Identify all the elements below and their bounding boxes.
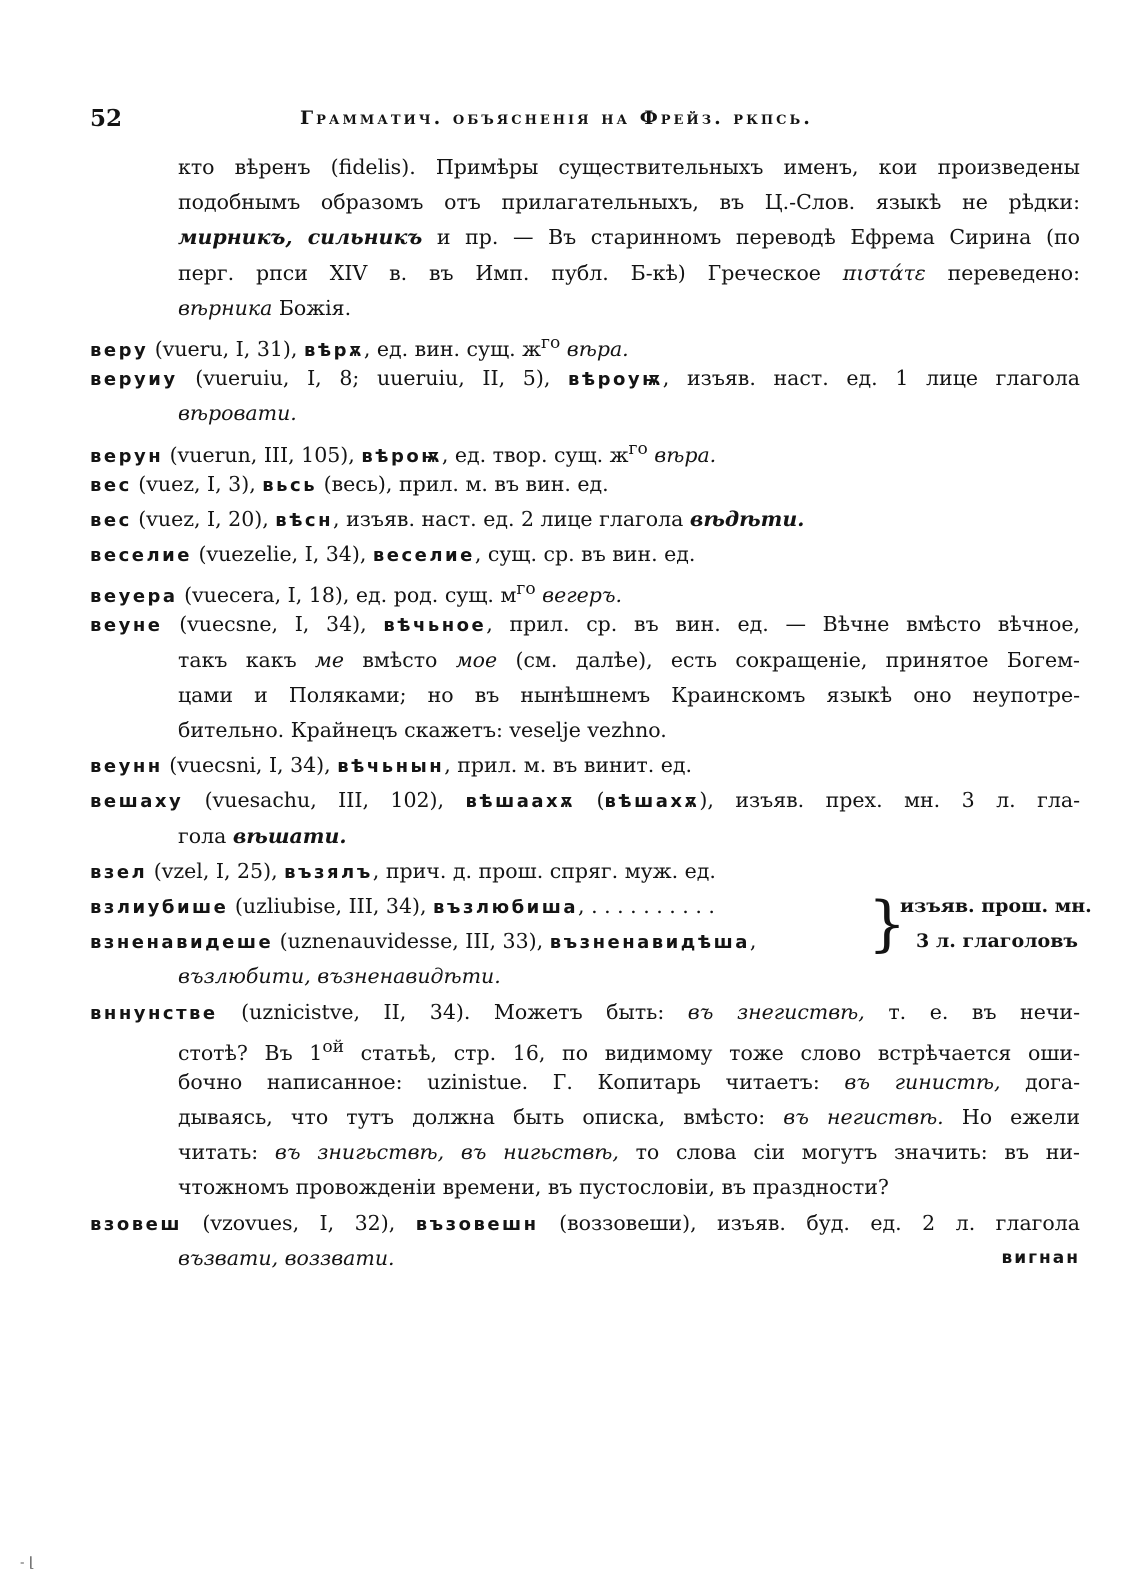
text: (vueru, I, 31),	[148, 336, 304, 361]
running-title: Грамматич. объясненія на Фрейз. ркпсь.	[300, 107, 813, 129]
superscript: го	[541, 332, 561, 353]
text-line	[90, 185, 1080, 220]
italic-term: въ негиствѣ.	[783, 1105, 944, 1130]
text: (vzovues, I, 32),	[181, 1210, 416, 1235]
text: (vuecsni, I, 34),	[162, 753, 338, 778]
text: , изъяв. наст. ед. 1 лице глагола	[662, 366, 1080, 391]
text: такъ какъ	[178, 647, 315, 672]
dictionary-entry	[90, 748, 1080, 783]
text: (vueruiu, I, 8; uueruiu, II, 5),	[177, 366, 569, 391]
text: и пр. — Въ старинномъ переводѣ Ефрема Сирина (по	[422, 225, 1080, 250]
entry-headword: веру	[90, 339, 149, 361]
text: бочно написанное: uzinistue. Г. Копитарь читаетъ:	[178, 1069, 845, 1094]
text: , прил. ср. въ вин. ед. — Вѣчне вмѣсто вѣчное,	[486, 612, 1080, 637]
slavonic-form: възлюбиша	[433, 896, 579, 918]
text: (vuecsne, I, 34),	[162, 612, 384, 637]
text-line	[90, 1030, 1080, 1065]
text: (vuez, I, 20),	[131, 506, 276, 531]
bracketed-entries	[90, 888, 1092, 959]
text: Божія.	[272, 295, 352, 320]
entry-headword: вес	[90, 474, 132, 496]
entry-headword: веруиу	[90, 369, 178, 391]
entry-headword: верун	[90, 445, 164, 467]
text: , изъяв. наст. ед. 2 лице глагола	[333, 506, 690, 531]
text: (воззовеши), изъяв. буд. ед. 2 л. глагола	[538, 1210, 1080, 1235]
slavonic-form: вѣшахѫ	[604, 791, 700, 813]
text: (uznicistve, II, 34). Можетъ быть:	[217, 999, 688, 1024]
italic-term: въ гинистѣ,	[844, 1069, 1001, 1094]
greek-word: πιστάτε	[842, 260, 926, 285]
text: (vuecera, I, 18), ед. род. сущ. м	[177, 583, 517, 608]
text: (vzel, I, 25),	[147, 858, 285, 883]
dictionary-entry	[90, 467, 1080, 502]
italic-term: вѣра.	[560, 336, 629, 361]
entry-headword: взовеш	[90, 1213, 182, 1235]
italic-term: вѣрника	[178, 295, 273, 320]
superscript: го	[628, 438, 648, 459]
slavonic-form: възненавидѣша	[549, 932, 750, 954]
body-text	[90, 150, 1092, 1276]
dictionary-entry	[90, 783, 1080, 818]
text: то слова сіи могутъ значить: въ ни-	[618, 1140, 1080, 1165]
text-line	[90, 220, 1080, 255]
dictionary-entry	[90, 537, 1080, 572]
text: чтожномъ провожденіи времени, въ пустословіи, въ праздности?	[178, 1175, 889, 1200]
text: ,	[749, 929, 757, 954]
page-number: 52	[90, 105, 123, 132]
entry-headword: веуера	[90, 586, 178, 608]
text-line	[90, 713, 1080, 748]
text-line	[90, 643, 1080, 678]
italic-term: ме	[314, 647, 345, 672]
text: , прич. д. прош. спряг. муж. ед.	[372, 858, 716, 883]
text: стотѣ? Въ 1	[178, 1040, 323, 1065]
curly-brace: }	[868, 888, 907, 959]
text-line	[90, 1135, 1080, 1170]
entry-headword: взел	[90, 861, 148, 883]
text-line	[90, 150, 1080, 185]
entry-headword: взненавидеше	[90, 932, 274, 954]
text-line	[90, 1241, 1080, 1276]
text: цами и Поляками; но въ нынѣшнемъ Краинскомъ языкѣ оно неупотре-	[178, 682, 1080, 707]
dictionary-entry	[90, 607, 1080, 642]
text: подобнымъ образомъ отъ прилагательныхъ, въ Ц.-Слов. языкѣ не рѣдки:	[178, 190, 1080, 215]
scan-mark: ˗ ⌊	[20, 1555, 35, 1571]
text: (	[575, 788, 605, 813]
text: (см. далѣе), есть сокращеніе, принятое Богем-	[497, 647, 1080, 672]
running-head	[90, 105, 1080, 141]
entry-headword: вес	[90, 509, 132, 531]
text: Но ежели	[943, 1105, 1080, 1130]
italic-term: въ знегиствѣ,	[687, 999, 865, 1024]
text-line	[90, 396, 1080, 431]
entry-headword: взлиубише	[90, 896, 229, 918]
italic-term: вегеръ.	[535, 583, 623, 608]
italic-term: мое	[455, 647, 498, 672]
text: вмѣсто	[344, 647, 456, 672]
text-line	[90, 1170, 1080, 1205]
brace-annotation: 3 л. глаголовъ	[916, 930, 1078, 953]
slavonic-form: вѣчьное	[383, 615, 487, 637]
entry-headword: веунн	[90, 756, 163, 778]
brace-annotation: изъяв. прош. мн.	[900, 894, 1092, 917]
text: ), изъяв. прех. мн. 3 л. гла-	[699, 788, 1080, 813]
text: гола	[178, 823, 233, 848]
text: , ед. твор. сущ. ж	[441, 442, 629, 467]
text: (uznenauvidesse, III, 33),	[273, 929, 550, 954]
text: (весь), прил. м. въ вин. ед.	[317, 471, 609, 496]
text: , сущ. ср. въ вин. ед.	[474, 542, 696, 567]
dictionary-entry	[90, 1206, 1080, 1241]
text-line	[90, 819, 1080, 854]
entry-headword: вннунстве	[90, 1002, 218, 1024]
text-line	[90, 959, 1080, 994]
entry-headword: вешаху	[90, 791, 184, 813]
slavonic-form: вѣрѫ	[303, 339, 364, 361]
text: статьѣ, стр. 16, по видимому тоже слово встрѣчается оши-	[343, 1040, 1080, 1065]
slavonic-form: възовешн	[415, 1213, 539, 1235]
dictionary-entry	[90, 924, 756, 959]
superscript: го	[516, 579, 536, 600]
dictionary-entry	[90, 326, 1080, 361]
slavonic-form: вьсь	[262, 474, 318, 496]
catchword: вигнан	[1001, 1247, 1080, 1268]
text-line	[90, 1065, 1080, 1100]
slavonic-form: вѣроуѭ	[568, 369, 663, 391]
text: (vuez, I, 3),	[131, 471, 263, 496]
dictionary-entry	[90, 572, 1080, 607]
text: , ед. вин. сущ. ж	[363, 336, 542, 361]
text: , . . . . . . . . . .	[578, 893, 715, 918]
slavonic-form: възялъ	[284, 861, 373, 883]
italic-term: вѣшати.	[232, 823, 347, 848]
text-line	[90, 291, 1080, 326]
text: (vuesachu, III, 102),	[183, 788, 466, 813]
dictionary-entry	[90, 995, 1080, 1030]
text: дога-	[1000, 1069, 1080, 1094]
text: кто вѣренъ (fidelis). Примѣры существительныхъ именъ, кои произведены	[178, 155, 1080, 179]
text: , прил. м. въ винит. ед.	[444, 753, 693, 778]
text: (uzliubise, III, 34),	[228, 893, 434, 918]
text: (vuerun, III, 105),	[163, 442, 362, 467]
text-line	[90, 678, 1080, 713]
text: бительно. Крайнецъ скажетъ: veselje vezhno.	[178, 718, 667, 742]
italic-term: вѣра.	[647, 442, 717, 467]
dictionary-entry	[90, 361, 1080, 396]
italic-term: вѣдѣти.	[689, 506, 805, 531]
slavonic-form: вѣшаахѫ	[465, 791, 576, 813]
slavonic-form: веселие	[372, 545, 475, 567]
slavonic-form: вѣсн	[275, 509, 334, 531]
text: (vuezelie, I, 34),	[191, 542, 373, 567]
text: дываясь, что тутъ должна быть описка, вмѣсто:	[178, 1105, 784, 1130]
italic-term: въ знигьствѣ, въ нигьствѣ,	[274, 1140, 619, 1165]
italic-term: вѣровати.	[178, 401, 297, 426]
entry-headword: веуне	[90, 615, 163, 637]
entry-headword: веселие	[90, 545, 192, 567]
dictionary-entry	[90, 889, 715, 924]
text-line	[90, 1100, 1080, 1135]
dictionary-entry	[90, 854, 1080, 889]
text: перг. рпси XIV в. въ Имп. публ. Б-кѣ) Греческое	[178, 260, 843, 285]
slavonic-form: вѣроѭ	[361, 445, 442, 467]
italic-term: мирникъ, сильникъ	[178, 225, 423, 250]
text-line	[90, 256, 1080, 291]
italic-term: възвати, воззвати.	[178, 1245, 395, 1270]
text: т. е. въ нечи-	[864, 999, 1080, 1024]
text: читать:	[178, 1140, 275, 1165]
slavonic-form: вѣчьнын	[337, 756, 445, 778]
dictionary-entry	[90, 502, 1080, 537]
superscript: ой	[322, 1036, 344, 1057]
dictionary-entry	[90, 432, 1080, 467]
italic-term: възлюбити, възненавидѣти.	[178, 964, 501, 989]
text: переведено:	[925, 260, 1080, 285]
